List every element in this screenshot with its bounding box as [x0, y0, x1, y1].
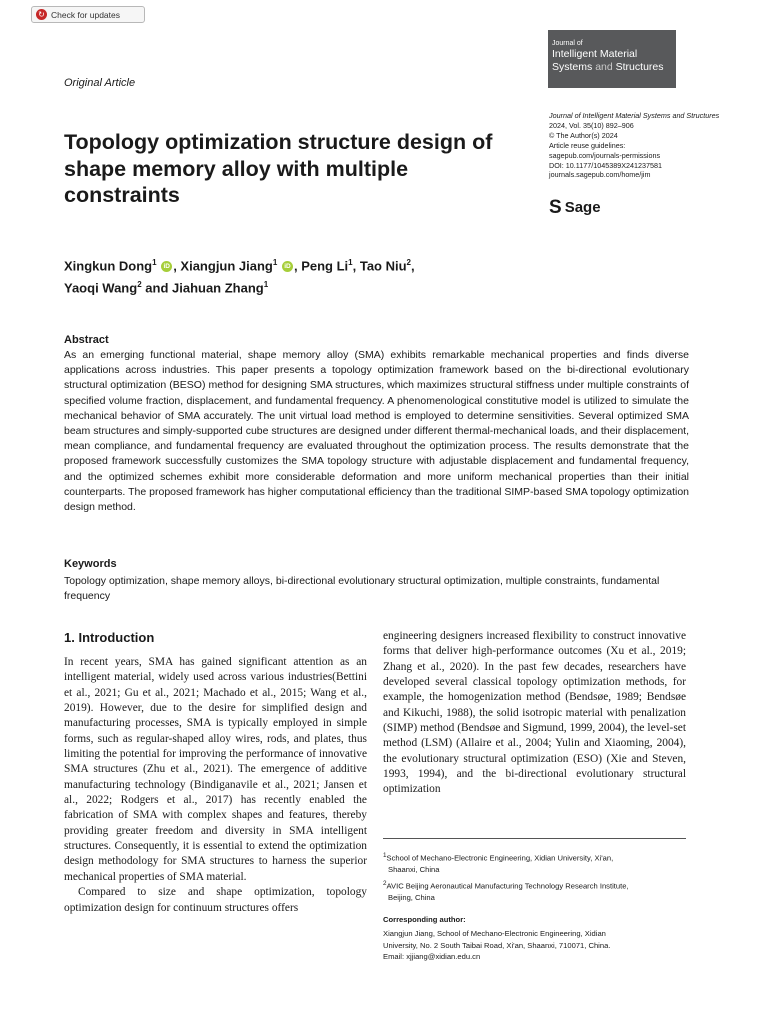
affiliation-text: AVIC Beijing Aeronautical Manufacturing Technology Research Institute, — [386, 881, 629, 891]
affiliation-sup: 2 — [137, 280, 142, 290]
check-for-updates-button[interactable] — [31, 6, 145, 23]
affiliation-sup: 2 — [406, 258, 411, 267]
check-for-updates-label: Check for updates — [51, 9, 120, 20]
doi[interactable]: DOI: 10.1177/1045389X241237581 — [549, 160, 662, 170]
author-separator: , — [293, 258, 302, 274]
corresponding-email[interactable]: Email: xjjiang@xidian.edu.cn — [383, 952, 481, 962]
sage-logo — [549, 198, 601, 217]
body-paragraph: In recent years, SMA has gained significant attention as an intelligent material, widely used across various industries(Bettini et al., 2021; Gu et al., 2021; Machado et al., 2015; Wang et al., 2019). However, due to the desire for simplified design and manufacturing processes, SMA is typically employed in simple forms, such as regular-shaped alloy wires, rods, and plates, thus limiting the potential for improving the performance of innovative SMA structures (Zhu et al., 2021). The emergence of additive manufacturing technology (Bindiganavile et al., 2021; Jansen et al., 2022; Rodgers et al., 2017) has recently enabled the fabrication of SMA with complex shapes and features, thereby providing greater freedom and diversity in SMA intelligent structures. Consequently, it is essential to extend the optimization design methodology for SMA structures to harness the superior mechanical properties of SMA material. — [64, 656, 367, 883]
author-conjunction: and — [141, 280, 172, 296]
article-title: Topology optimization structure design of shape memory alloy with multiple constraints — [64, 130, 493, 207]
journal-volume: 2024, Vol. 35(10) 892–906 — [549, 120, 634, 130]
reuse-guidelines: Article reuse guidelines: — [549, 140, 626, 150]
abstract-heading: Abstract — [64, 334, 109, 346]
journal-logo-line1: Journal of — [552, 40, 583, 47]
corresponding-line: University, No. 2 South Taibai Road, Xi'an, Shaanxi, 710071, China. — [383, 940, 611, 950]
journal-name: Journal of Intelligent Material Systems and Structures — [549, 111, 720, 120]
journal-logo — [548, 30, 676, 88]
keywords-heading: Keywords — [64, 558, 117, 570]
sage-wordmark: Sage — [564, 199, 601, 216]
affiliation-sup: 1 — [152, 258, 157, 267]
corresponding-author-heading: Corresponding author: — [383, 915, 466, 924]
author-separator: , — [173, 258, 181, 274]
copyright: © The Author(s) 2024 — [549, 130, 618, 140]
journal-logo-and: and — [595, 61, 613, 73]
author-name: Tao Niu — [359, 258, 407, 274]
journal-logo-line2: Intelligent Material — [552, 48, 638, 60]
affiliation-sup: 1 — [263, 280, 269, 290]
author-name: Xiangjun Jiang — [180, 258, 273, 274]
body-paragraph: Compared to size and shape optimization, topology optimization design for continuum structures offers — [64, 886, 367, 914]
corresponding-line: Xiangjun Jiang, School of Mechano-Electronic Engineering, Xidian — [383, 929, 606, 938]
author-list — [64, 253, 544, 298]
journal-logo-structures: Structures — [615, 61, 664, 73]
author-name: Jiahuan Zhang — [172, 280, 264, 296]
affiliation-marker: 2 — [383, 879, 387, 887]
author-separator: , — [411, 258, 415, 274]
body-column-left — [64, 655, 367, 916]
orcid-icon[interactable]: iD — [282, 261, 293, 272]
affiliation-sup: 1 — [272, 258, 278, 267]
affiliation-text: Beijing, China — [388, 892, 435, 902]
affiliation-2 — [383, 878, 693, 904]
author-separator: , — [352, 258, 360, 274]
affiliations — [383, 850, 693, 905]
affiliation-text: School of Mechano-Electronic Engineering, Xidian University, Xi'an, — [386, 853, 614, 863]
sage-icon: S — [549, 197, 562, 218]
body-column-right: engineering designers increased flexibility to construct innovative forms that deliver high-performance outcomes (Xu et al., 2019; Zhang et al., 2020). In the past few decades, researchers have developed several classical topology optimization methods, for example, the homogenization method (Bendsøe, 1989; Bendsøe and Kikuchi, 1988), the solid isotropic material with penalization (SIMP) method (Bendsøe and Sigmund, 1999, 2004), the level-set method (LSM) (Allaire et al., 2004; Yulin and Xiaoming, 2004), the evolutionary structural optimization (ESO) (Xie and Steven, 1993, 1994), and the bi-directional evolutionary structural optimization — [383, 630, 686, 796]
keywords-text: Topology optimization, shape memory alloys, bi-directional evolutionary structural optimization, multiple constraints, fundamental frequency — [64, 575, 660, 602]
author-name: Yaoqi Wang — [64, 280, 138, 296]
affiliation-text: Shaanxi, China — [388, 865, 440, 875]
author-name: Peng Li — [301, 258, 349, 274]
refresh-icon: ↻ — [36, 9, 47, 20]
abstract-text: As an emerging functional material, shape memory alloy (SMA) exhibits remarkable mechanical properties and finds diverse applications across industries. This paper presents a topology optimization framework based on the bi-directional evolutionary structural optimization (BESO) method for designing SMA structures, which maximizes structural stiffness under multiple constraints of specified volume fraction, displacement, and fundamental frequency. A phenomenological constitutive model is utilized to simulate the mechanical behavior of SMA accurately. The unit virtual load method is employed to determine sensitivities. Several optimized SMA beam structures and simply-supported cube structures are designed under different thermal-mechanical loads, and their displacement, mean compliance, and fundamental frequency are evaluated throughout the optimization process. The results demonstrate that the proposed framework successfully customizes the SMA topology structure with adjustable displacement and fundamental frequency, and the optimized schemes exhibit more considerable deformation and more uniform mechanical properties than their initial counterparts. The proposed framework has higher computational efficiency than the traditional SIMP-based SMA topology optimization design method. — [64, 349, 689, 514]
affiliation-marker: 1 — [383, 852, 387, 859]
affiliation-sup: 1 — [348, 258, 353, 267]
affiliation-1 — [383, 850, 693, 876]
journal-logo-line3 — [552, 61, 676, 74]
journal-info — [549, 111, 729, 180]
section-heading: 1. Introduction — [64, 630, 155, 645]
footnote-divider — [383, 838, 686, 839]
journal-logo-systems: Systems — [552, 61, 593, 73]
corresponding-author — [383, 928, 683, 963]
orcid-icon[interactable]: iD — [161, 261, 172, 272]
permissions-link[interactable]: sagepub.com/journals-permissions — [549, 150, 661, 160]
author-name: Xingkun Dong — [64, 258, 153, 274]
journal-home-link[interactable]: journals.sagepub.com/home/jim — [549, 170, 651, 180]
article-type: Original Article — [64, 77, 136, 89]
